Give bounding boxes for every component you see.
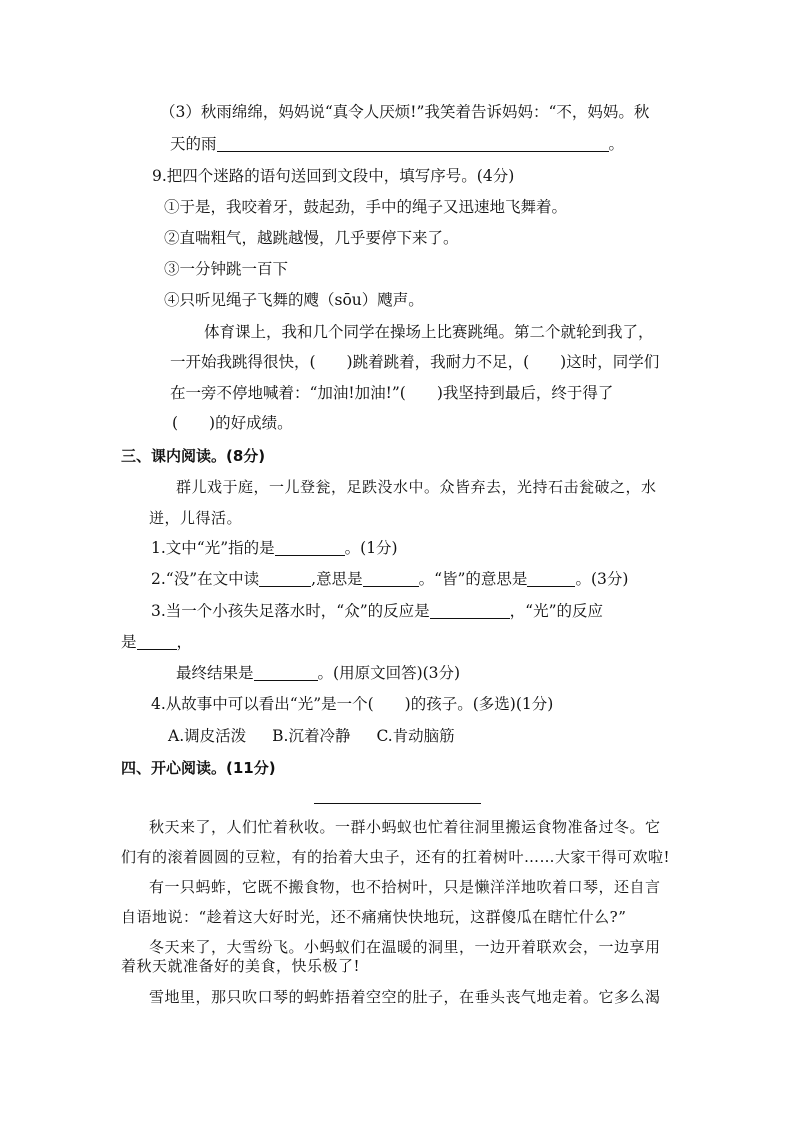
story-line-1: 秋天来了，人们忙着秋收。一群小蚂蚁也忙着往洞里搬运食物准备过冬。它 (149, 818, 661, 836)
section4-heading: 四、开心阅读。(11分) (121, 759, 276, 777)
choice-c[interactable]: C.肯动脑筋 (376, 727, 455, 745)
sec3-q3-blank-guang[interactable] (137, 634, 177, 650)
story-line-4: 自语地说：“趁着这大好时光，还不痛痛快快地玩，这群傻瓜在瞎忙什么?” (121, 908, 627, 926)
story-line-6: 着秋天就准备好的美食，快乐极了! (121, 957, 361, 975)
story-line-5: 冬天来了，大雪纷飞。小蚂蚁们在温暖的洞里，一边开着联欢会，一边享用 (149, 938, 661, 956)
section3-passage-line-1: 群儿戏于庭，一儿登瓮，足跌没水中。众皆弃去，光持石击瓮破之，水 (176, 478, 657, 496)
sec3-q2-score: 。(3分) (575, 570, 629, 588)
sec3-q1 (151, 538, 398, 558)
q9-option-2: ②直喘粗气，越跳越慢，几乎要停下来了。 (164, 229, 459, 247)
q9-passage-line-2[interactable]: 一开始我跳得很快，( )跳着跳着，我耐力不足，( )这时，同学们 (170, 353, 660, 371)
sec3-q3 (151, 601, 603, 621)
sec3-q3-text-e: 最终结果是 (176, 664, 254, 682)
sec3-q4-choices (168, 726, 455, 746)
story-title-blank[interactable] (314, 803, 481, 804)
sec3-q3-cont (121, 632, 192, 652)
q9-passage-line-3[interactable]: 在一旁不停地喊着：“加油!加油!”( )我坚持到最后，终于得了 (170, 384, 614, 402)
sec3-q3-blank-zhong[interactable] (430, 603, 510, 619)
sec3-q3-text-c: 是 (121, 633, 137, 651)
sec3-q3-result (176, 663, 460, 683)
sec3-q2-text-c: 。“皆”的意思是 (418, 570, 528, 588)
q9-option-3: ③一分钟跳一百下 (164, 260, 289, 278)
q9-option-4: ④只听见绳子飞舞的飕（sōu）飕声。 (164, 291, 424, 309)
choice-a[interactable]: A.调皮活泼 (168, 727, 247, 745)
sec3-q1-text: 1.文中“光”指的是 (151, 539, 275, 557)
story-line-7: 雪地里，那只吹口琴的蚂蚱捂着空空的肚子，在垂头丧气地走着。它多么渴 (149, 988, 661, 1006)
q9-passage-line-1: 体育课上，我和几个同学在操场上比赛跳绳。第二个就轮到我了， (204, 323, 654, 341)
q9-title: 9.把四个迷路的语句送回到文段中，填写序号。(4分) (152, 167, 515, 185)
sec3-q3-score: 。(用原文回答)(3分) (317, 664, 461, 682)
q9-option-1: ①于是，我咬着牙，鼓起劲，手中的绳子又迅速地飞舞着。 (164, 198, 568, 216)
q8-item3-end: 。 (608, 135, 625, 153)
choice-b[interactable]: B.沉着冷静 (272, 727, 351, 745)
section3-heading: 三、课内阅读。(8分) (121, 447, 266, 465)
sec3-q1-blank[interactable] (275, 540, 345, 556)
story-line-2: 们有的滚着圆圆的豆粒，有的抬着大虫子，还有的扛着树叶……大家干得可欢啦! (121, 848, 671, 866)
sec3-q2-blank-jie[interactable] (527, 571, 575, 587)
sec3-q2-blank-meaning[interactable] (363, 571, 419, 587)
story-line-3: 有一只蚂蚱，它既不搬食物，也不拾树叶，只是懒洋洋地吹着口琴，还自言 (149, 878, 661, 896)
q8-item3-line1: （3）秋雨绵绵，妈妈说“真令人厌烦!”我笑着告诉妈妈：“不，妈妈。秋 (160, 103, 650, 121)
sec3-q3-text-a: 3.当一个小孩失足落水时，“众”的反应是 (151, 602, 430, 620)
q8-item3-answer-blank[interactable] (217, 136, 609, 152)
sec3-q2 (151, 569, 628, 589)
sec3-q4[interactable]: 4.从故事中可以看出“光”是一个( )的孩子。(多选)(1分) (151, 695, 554, 713)
sec3-q3-blank-result[interactable] (254, 665, 318, 681)
q8-item3-line2 (170, 134, 624, 154)
sec3-q2-blank-pronunciation[interactable] (259, 571, 311, 587)
sec3-q3-text-b: ，“光”的反应 (509, 602, 603, 620)
sec3-q2-text-b: ,意思是 (311, 570, 363, 588)
q9-passage-line-4[interactable]: ( )的好成绩。 (172, 414, 293, 432)
section3-passage-line-2: 迸，儿得活。 (149, 509, 243, 527)
q8-item3-prefix: 天的雨 (170, 135, 217, 153)
sec3-q3-text-d: ， (176, 633, 193, 651)
sec3-q2-text-a: 2.“没”在文中读 (151, 570, 260, 588)
sec3-q1-score: 。(1分) (344, 539, 398, 557)
